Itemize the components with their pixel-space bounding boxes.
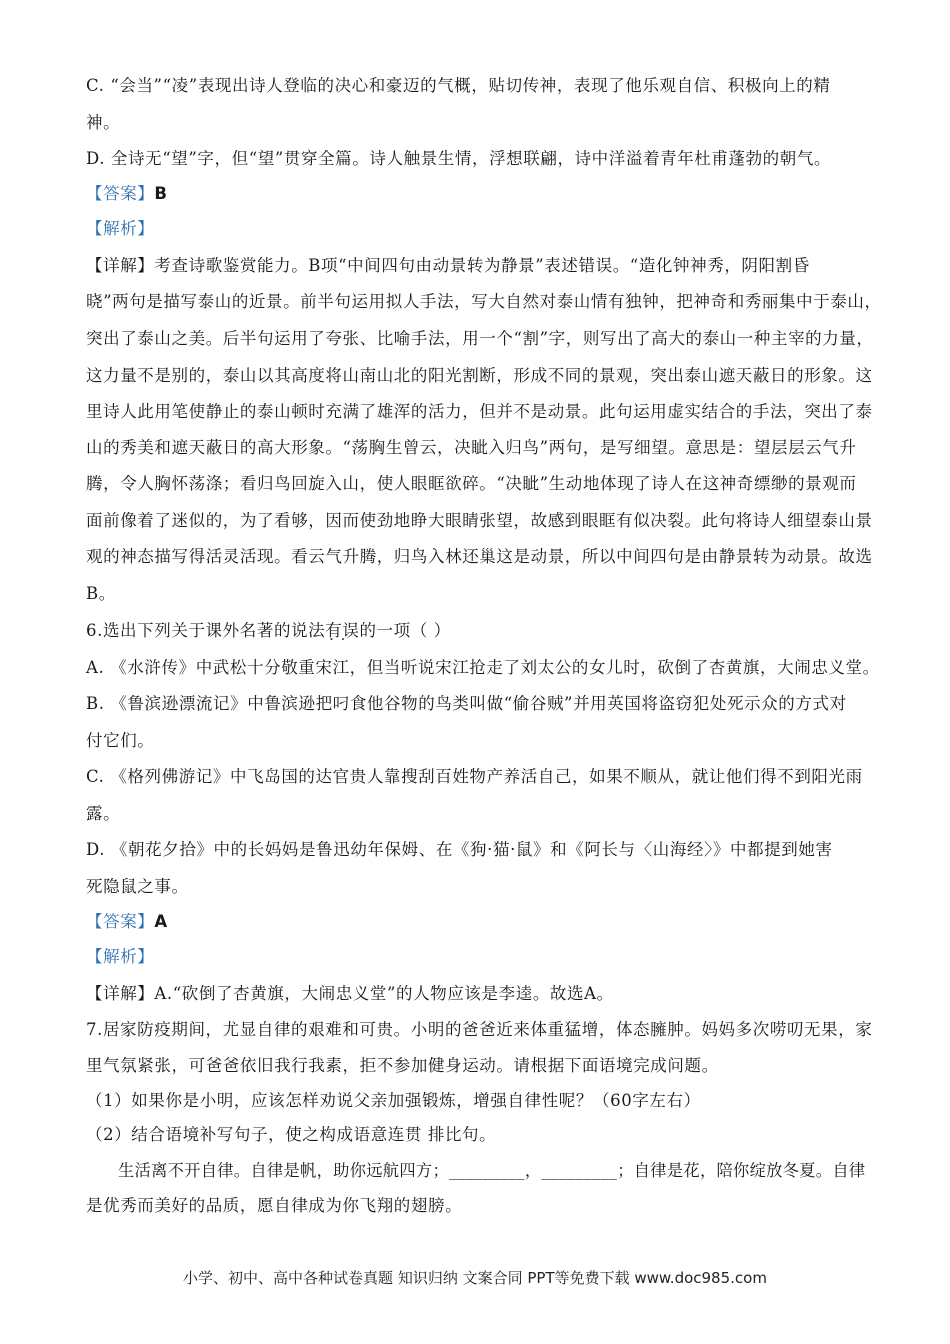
q7-stem-line1: 7.居家防疫期间，尤显自律的艰难和可贵。小明的爸爸近来体重猛增，体态臃肿。妈妈多次唠叨无果，家 xyxy=(86,1020,873,1039)
q6-stem-emphasis: 有误 · · xyxy=(325,621,359,641)
q5-detail-line: 晓”两句是描写泰山的近景。前半句运用拟人手法，写大自然对泰山情有独钟，把神奇和秀丽集中于泰山， xyxy=(86,292,882,311)
q6-option-c-line2: 露。 xyxy=(86,804,121,823)
q6-option-b-line2: 付它们。 xyxy=(86,731,155,750)
q5-analysis-tag: 【解析】 xyxy=(86,219,155,238)
q5-detail-line: 这力量不是别的，泰山以其高度将山南山北的阳光割断，形成不同的景观，突出泰山遮天蔽日的形象。这 xyxy=(86,366,873,385)
q5-detail-line: 里诗人此用笔使静止的泰山顿时充满了雄浑的活力，但并不是动景。此句运用虚实结合的手法，突出了泰 xyxy=(86,402,873,421)
q6-option-a: A. 《水浒传》中武松十分敬重宋江，但当听说宋江抢走了刘太公的女儿时，砍倒了杏黄旗，大闹忠义堂。 xyxy=(86,658,880,677)
q6-option-c-line1: C. 《格列佛游记》中飞岛国的达官贵人靠搜刮百姓物产养活自己，如果不顺从，就让他们得不到阳光雨 xyxy=(86,767,863,786)
q7-sub-question-1: （1）如果你是小明，应该怎样劝说父亲加强锻炼，增强自律性呢？（60字左右） xyxy=(86,1091,701,1110)
q5-option-c-line2: 神。 xyxy=(86,113,121,132)
q7-stem-line2: 里气氛紧张，可爸爸依旧我行我素，拒不参加健身运动。请根据下面语境完成问题。 xyxy=(86,1056,719,1075)
q7-passage-line2: 是优秀而美好的品质，愿自律成为你飞翔的翅膀。 xyxy=(86,1196,463,1215)
q6-stem-bracket: 的一项（ ） xyxy=(359,621,451,640)
q7-sub-question-2: （2）结合语境补写句子，使之构成语意连贯 排比句。 xyxy=(86,1125,497,1144)
q6-detail: 【详解】A.“砍倒了杏黄旗，大闹忠义堂”的人物应该是李逵。故选A。 xyxy=(86,984,614,1003)
q5-detail-line: 腾，令人胸怀荡涤；看归鸟回旋入山，使人眼眶欲碎。“决眦”生动地体现了诗人在这神奇缥缈的景观而 xyxy=(86,474,857,493)
answer-tag: 【答案】 xyxy=(86,184,155,203)
q6-option-b-line1: B. 《鲁滨逊漂流记》中鲁滨逊把叼食他谷物的鸟类叫做“偷谷贼”并用英国将盗窃犯处死示众的方式对 xyxy=(86,694,847,713)
q6-stem xyxy=(86,621,451,641)
q6-option-d-line2: 死隐鼠之事。 xyxy=(86,877,189,896)
q5-option-d: D. 全诗无“望”字，但“望”贯穿全篇。诗人触景生情，浮想联翩，诗中洋溢着青年杜甫蓬勃的朝气。 xyxy=(86,149,832,168)
q5-detail-line: 突出了泰山之美。后半句运用了夸张、比喻手法，用一个“割”字，则写出了高大的泰山一种主宰的力量， xyxy=(86,329,874,348)
answer-tag: 【答案】 xyxy=(86,912,155,931)
answer-value: B xyxy=(154,184,168,203)
answer-value: A xyxy=(154,912,168,931)
q5-option-c-line1: C. “会当”“凌”表现出诗人登临的决心和豪迈的气概，贴切传神，表现了他乐观自信、积极向上的精 xyxy=(86,76,831,95)
q5-detail-line: 【详解】考查诗歌鉴赏能力。B项“中间四句由动景转为静景”表述错误。“造化钟神秀，阴阳割昏 xyxy=(86,256,810,275)
q6-answer xyxy=(86,912,168,932)
q5-detail-line: 观的神态描写得活灵活现。看云气升腾，归鸟入林还巢这是动景，所以中间四句是由静景转为动景。故选 xyxy=(86,547,873,566)
q6-stem-text: 6.选出下列关于课外名著的说法 xyxy=(86,621,326,640)
q5-detail-line: B。 xyxy=(86,584,116,603)
q5-answer xyxy=(86,184,168,204)
q6-option-d-line1: D. 《朝花夕拾》中的长妈妈是鲁迅幼年保姆、在《狗·猫·鼠》和《阿长与〈山海经〉》中都提到她害 xyxy=(86,840,833,859)
q7-passage-line1: 生活离不开自律。自律是帆，助你远航四方；_________，_________；自律是花，陪你绽放冬夏。自律 xyxy=(118,1161,866,1180)
q5-detail-line: 山的秀美和遮天蔽日的高大形象。“荡胸生曾云，决眦入归鸟”两句，是写细望。意思是：望层层云气升 xyxy=(86,438,857,457)
q5-detail-line: 面前像着了迷似的，为了看够，因而使劲地睁大眼睛张望，故感到眼眶有似决裂。此句将诗人细望泰山景 xyxy=(86,511,873,530)
footer-watermark: 小学、初中、高中各种试卷真题 知识归纳 文案合同 PPT等免费下载 www.doc985.com xyxy=(183,1269,767,1287)
q6-analysis-tag: 【解析】 xyxy=(86,947,155,966)
